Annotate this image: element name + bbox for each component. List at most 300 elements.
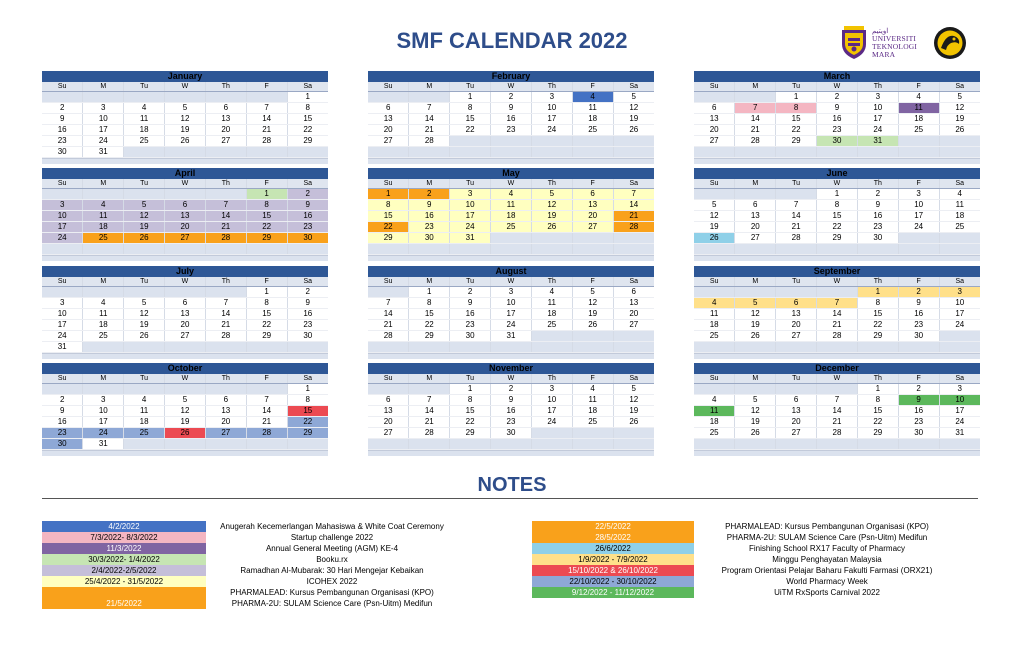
empty-cell [165,384,206,395]
day-cell: 5 [694,200,735,211]
day-cell: 13 [165,211,206,222]
empty-cell [205,384,246,395]
empty-cell [613,342,654,353]
day-cell: 17 [531,406,572,417]
day-cell: 12 [165,406,206,417]
day-cell: 11 [83,211,124,222]
empty-cell [694,147,735,158]
weekday-label: F [572,277,613,287]
empty-cell [817,287,858,298]
day-cell: 10 [531,395,572,406]
day-cell: 23 [287,320,328,331]
empty-cell [124,189,165,200]
month-name: May [368,168,654,179]
day-cell: 20 [205,417,246,428]
weekday-label: Tu [450,374,491,384]
empty-cell [124,244,165,255]
day-cell: 16 [491,406,532,417]
day-cell: 14 [613,200,654,211]
day-cell: 1 [287,384,328,395]
day-cell: 17 [857,114,898,125]
day-cell: 21 [205,320,246,331]
empty-cell [898,244,939,255]
day-cell: 20 [205,125,246,136]
day-cell: 1 [246,189,287,200]
note-row [0,543,1024,554]
day-cell: 24 [42,331,83,342]
empty-cell [531,233,572,244]
day-cell: 11 [572,103,613,114]
day-cell: 2 [491,92,532,103]
day-cell: 14 [817,309,858,320]
month-february [368,71,654,164]
day-cell: 3 [531,92,572,103]
weekday-label: Sa [613,179,654,189]
month-name: September [694,266,980,277]
note-description: Annual General Meeting (AGM) KE-4 [265,544,399,553]
day-cell: 2 [898,384,939,395]
empty-cell [83,384,124,395]
empty-cell [42,244,83,255]
note-description: UiTM RxSports Carnival 2022 [774,588,880,597]
day-cell: 3 [42,200,83,211]
day-cell: 16 [898,406,939,417]
empty-cell [776,384,817,395]
day-cell: 22 [246,320,287,331]
day-cell: 21 [368,320,409,331]
empty-cell [531,428,572,439]
day-cell: 5 [939,92,980,103]
day-cell: 24 [42,233,83,244]
day-cell: 25 [572,417,613,428]
day-cell: 14 [205,309,246,320]
day-cell: 27 [776,331,817,342]
note-row [0,565,1024,576]
month-november [368,363,654,456]
day-cell: 12 [735,309,776,320]
day-cell: 22 [450,417,491,428]
weekday-label: Sa [287,374,328,384]
empty-cell [735,439,776,450]
weekday-label: Th [531,277,572,287]
empty-cell [409,244,450,255]
day-cell: 14 [368,309,409,320]
day-cell: 12 [165,114,206,125]
empty-cell [165,92,206,103]
empty-cell [491,342,532,353]
weekday-label: Su [368,82,409,92]
day-cell: 24 [857,125,898,136]
empty-cell [205,287,246,298]
day-cell: 2 [409,189,450,200]
month-footer [42,158,328,164]
day-cell: 27 [572,222,613,233]
day-cell: 3 [83,395,124,406]
note-date: 1/9/2022 - 7/9/2022 [532,554,694,565]
month-footer [368,353,654,359]
month-footer [694,255,980,261]
weekday-label: M [83,82,124,92]
note-description: PHARMALEAD: Kursus Pembangunan Organisasi (KPO) [725,522,929,531]
day-cell: 26 [613,417,654,428]
day-cell: 16 [42,417,83,428]
note-description: Minggu Penghayatan Malaysia [772,555,882,564]
weekday-label: Su [694,82,735,92]
day-cell: 24 [531,417,572,428]
empty-cell [939,342,980,353]
day-cell: 5 [613,92,654,103]
day-cell: 7 [409,395,450,406]
day-cell: 2 [898,287,939,298]
day-cell: 29 [450,428,491,439]
empty-cell [817,147,858,158]
empty-cell [83,189,124,200]
month-name: February [368,71,654,82]
day-cell: 25 [83,233,124,244]
weekday-label: Tu [124,82,165,92]
empty-cell [613,244,654,255]
empty-cell [735,244,776,255]
month-july [42,266,328,359]
day-cell: 1 [817,189,858,200]
day-cell: 26 [531,222,572,233]
day-cell: 15 [776,114,817,125]
weekday-label: Su [368,277,409,287]
day-cell: 18 [939,211,980,222]
day-cell: 12 [124,309,165,320]
day-cell: 12 [939,103,980,114]
day-cell: 28 [776,233,817,244]
day-cell: 29 [817,233,858,244]
day-cell: 13 [776,406,817,417]
day-cell: 4 [898,92,939,103]
day-cell: 7 [246,395,287,406]
day-cell: 13 [368,406,409,417]
day-cell: 8 [246,298,287,309]
day-cell: 26 [939,125,980,136]
uitm-logo [838,26,930,60]
empty-cell [694,92,735,103]
empty-cell [939,439,980,450]
day-cell: 1 [857,384,898,395]
empty-cell [613,439,654,450]
day-cell: 21 [409,417,450,428]
weekday-label: W [491,82,532,92]
day-cell: 5 [165,103,206,114]
empty-cell [491,439,532,450]
day-cell: 4 [939,189,980,200]
month-name: June [694,168,980,179]
day-cell: 18 [572,406,613,417]
empty-cell [572,233,613,244]
empty-cell [368,244,409,255]
day-cell: 17 [898,211,939,222]
empty-cell [735,92,776,103]
day-cell: 19 [613,114,654,125]
day-cell: 29 [287,136,328,147]
empty-cell [572,428,613,439]
day-cell: 3 [450,189,491,200]
empty-cell [409,147,450,158]
month-footer [42,450,328,456]
day-cell: 6 [613,287,654,298]
day-cell: 7 [735,103,776,114]
day-cell: 22 [857,417,898,428]
day-cell: 16 [898,309,939,320]
empty-cell [531,331,572,342]
day-cell: 30 [450,331,491,342]
empty-cell [287,147,328,158]
day-cell: 23 [491,125,532,136]
day-cell: 3 [491,287,532,298]
empty-cell [735,189,776,200]
day-cell: 9 [287,200,328,211]
weekday-label: F [898,179,939,189]
day-cell: 5 [124,200,165,211]
day-cell: 30 [898,331,939,342]
day-cell: 19 [531,211,572,222]
weekday-label: M [735,82,776,92]
month-footer [694,450,980,456]
day-cell: 15 [287,406,328,417]
notes-title: NOTES [477,474,547,496]
day-cell: 2 [491,384,532,395]
day-cell: 21 [246,125,287,136]
month-april [42,168,328,261]
empty-cell [165,147,206,158]
day-cell: 17 [83,125,124,136]
month-footer [42,353,328,359]
day-cell: 3 [898,189,939,200]
day-cell: 13 [572,200,613,211]
day-cell: 22 [287,417,328,428]
day-cell: 21 [205,222,246,233]
day-cell: 20 [368,125,409,136]
weekday-label: Su [368,374,409,384]
note-description: PHARMA-2U: SULAM Science Care (Psn-Uitm) Medifun [726,533,928,542]
note-row [0,521,1024,532]
day-cell: 22 [287,125,328,136]
day-cell: 5 [735,298,776,309]
day-cell: 9 [817,103,858,114]
note-description: Ramadhan Al-Mubarak: 30 Hari Mengejar Kebaikan [240,566,424,575]
day-cell: 20 [776,320,817,331]
day-cell: 31 [450,233,491,244]
empty-cell [613,428,654,439]
day-cell: 22 [776,125,817,136]
month-march [694,71,980,164]
note-date: 28/5/2022 [532,532,694,543]
day-cell: 17 [42,222,83,233]
empty-cell [83,92,124,103]
day-cell: 21 [776,222,817,233]
month-name: October [42,363,328,374]
day-cell: 4 [531,287,572,298]
month-footer [368,450,654,456]
day-cell: 21 [817,320,858,331]
day-cell: 10 [491,298,532,309]
weekday-label: Su [694,277,735,287]
day-cell: 31 [491,331,532,342]
day-cell: 17 [42,320,83,331]
empty-cell [939,244,980,255]
empty-cell [898,233,939,244]
day-cell: 11 [694,309,735,320]
day-cell: 12 [531,200,572,211]
day-cell: 4 [694,395,735,406]
weekday-label: Tu [124,277,165,287]
empty-cell [368,287,409,298]
day-cell: 6 [205,395,246,406]
day-cell: 28 [817,428,858,439]
day-cell: 10 [531,103,572,114]
day-cell: 18 [491,211,532,222]
day-cell: 25 [83,331,124,342]
day-cell: 13 [776,309,817,320]
empty-cell [246,147,287,158]
day-cell: 9 [491,395,532,406]
day-cell: 18 [83,222,124,233]
day-cell: 15 [246,309,287,320]
empty-cell [817,244,858,255]
day-cell: 26 [694,233,735,244]
day-cell: 29 [246,233,287,244]
day-cell: 27 [165,233,206,244]
day-cell: 25 [694,331,735,342]
weekday-label: Th [857,82,898,92]
day-cell: 7 [368,298,409,309]
day-cell: 28 [613,222,654,233]
weekday-label: W [817,277,858,287]
weekday-label: M [409,277,450,287]
day-cell: 22 [450,125,491,136]
day-cell: 5 [572,287,613,298]
day-cell: 5 [531,189,572,200]
weekday-label: Tu [450,179,491,189]
empty-cell [124,439,165,450]
day-cell: 28 [735,136,776,147]
day-cell: 24 [531,125,572,136]
day-cell: 5 [735,395,776,406]
empty-cell [572,342,613,353]
empty-cell [246,439,287,450]
empty-cell [898,147,939,158]
day-cell: 15 [857,309,898,320]
day-cell: 26 [613,125,654,136]
empty-cell [42,92,83,103]
empty-cell [124,92,165,103]
day-cell: 13 [205,114,246,125]
day-cell: 24 [939,417,980,428]
empty-cell [613,331,654,342]
month-june [694,168,980,261]
empty-cell [857,439,898,450]
note-date: 9/12/2022 - 11/12/2022 [532,587,694,598]
day-cell: 23 [409,222,450,233]
day-cell: 30 [42,147,83,158]
day-cell: 8 [857,298,898,309]
empty-cell [613,136,654,147]
day-cell: 19 [613,406,654,417]
empty-cell [817,384,858,395]
empty-cell [491,233,532,244]
day-cell: 14 [205,211,246,222]
day-cell: 11 [694,406,735,417]
day-cell: 28 [205,233,246,244]
empty-cell [776,189,817,200]
day-cell: 28 [409,136,450,147]
day-cell: 7 [817,298,858,309]
day-cell: 6 [368,103,409,114]
day-cell: 30 [898,428,939,439]
month-name: July [42,266,328,277]
empty-cell [409,384,450,395]
note-date: 26/6/2022 [532,543,694,554]
day-cell: 26 [735,428,776,439]
empty-cell [83,342,124,353]
day-cell: 15 [246,211,287,222]
day-cell: 13 [368,114,409,125]
empty-cell [205,189,246,200]
month-january [42,71,328,164]
empty-cell [898,439,939,450]
weekday-label: F [246,179,287,189]
day-cell: 19 [124,222,165,233]
day-cell: 25 [124,428,165,439]
day-cell: 31 [42,342,83,353]
empty-cell [246,342,287,353]
weekday-label: Th [857,277,898,287]
day-cell: 27 [165,331,206,342]
weekday-label: F [246,82,287,92]
empty-cell [531,342,572,353]
empty-cell [124,147,165,158]
smf-logo-icon [932,26,968,60]
day-cell: 4 [572,92,613,103]
day-cell: 16 [409,211,450,222]
day-cell: 15 [857,406,898,417]
weekday-label: F [898,277,939,287]
weekday-label: M [409,82,450,92]
weekday-label: W [165,277,206,287]
note-description: Booku.rx [316,555,348,564]
note-description: PHARMA-2U: SULAM Science Care (Psn-Uitm) Medifun [231,599,433,608]
note-date: 2/4/2022-2/5/2022 [42,565,206,576]
weekday-label: Tu [776,179,817,189]
day-cell: 3 [939,384,980,395]
day-cell: 27 [694,136,735,147]
weekday-label: Sa [287,82,328,92]
day-cell: 18 [124,417,165,428]
day-cell: 11 [898,103,939,114]
day-cell: 6 [735,200,776,211]
empty-cell [287,439,328,450]
day-cell: 9 [857,200,898,211]
weekday-label: Tu [776,374,817,384]
day-cell: 5 [613,384,654,395]
month-name: April [42,168,328,179]
day-cell: 23 [491,417,532,428]
day-cell: 29 [409,331,450,342]
day-cell: 14 [409,114,450,125]
day-cell: 1 [287,92,328,103]
day-cell: 1 [450,92,491,103]
day-cell: 5 [124,298,165,309]
weekday-label: Su [368,179,409,189]
empty-cell [531,147,572,158]
uitm-line2: TEKNOLOGI [872,42,918,51]
day-cell: 28 [817,331,858,342]
